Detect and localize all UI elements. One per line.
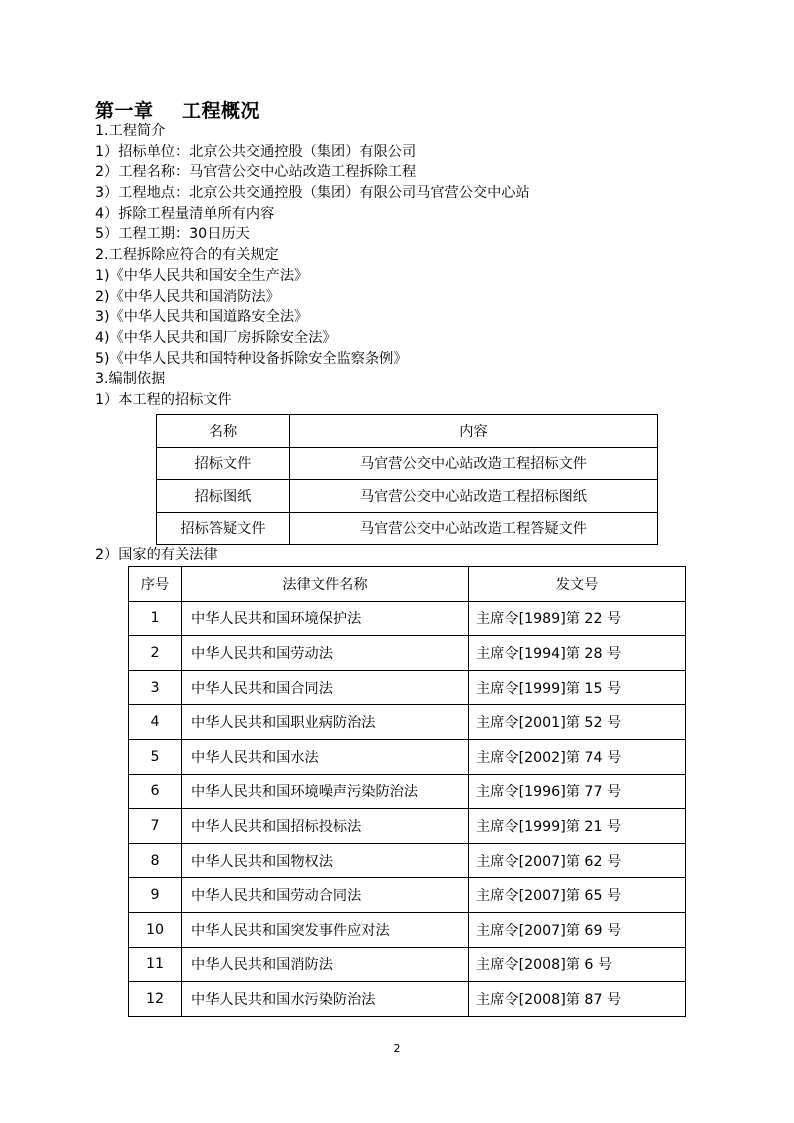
law-name-cell: 中华人民共和国劳动法 [182,636,469,671]
law-name-cell: 中华人民共和国水法 [182,739,469,774]
section-heading-basis: 3.编制依据 [95,371,166,388]
table-cell: 招标图纸 [157,480,290,513]
table-cell: 招标文件 [157,447,290,480]
regulation-item: 2)《中华人民共和国消防法》 [95,288,280,305]
intro-item-bidder: 1）招标单位：北京公共交通控股（集团）有限公司 [95,143,417,160]
column-header-law-name: 法律文件名称 [182,567,469,602]
table-row [129,947,686,982]
law-index-cell: 8 [129,843,182,878]
column-header-content: 内容 [290,415,658,448]
law-name-cell: 中华人民共和国物权法 [182,843,469,878]
table-row [129,843,686,878]
table-row [129,774,686,809]
law-name-cell: 中华人民共和国合同法 [182,670,469,705]
page-number: 2 [393,1042,401,1055]
regulation-item: 4)《中华人民共和国厂房拆除安全法》 [95,329,337,346]
law-doc-number-cell: 主席令[2007]第 69 号 [469,912,686,947]
table-row [129,670,686,705]
law-index-cell: 10 [129,912,182,947]
table-row [157,480,658,513]
table-row [157,512,658,545]
law-index-cell: 9 [129,878,182,913]
law-doc-number-cell: 主席令[2007]第 62 号 [469,843,686,878]
laws-heading: 2）国家的有关法律 [95,547,218,563]
law-name-cell: 中华人民共和国劳动合同法 [182,878,469,913]
law-name-cell: 中华人民共和国环境噪声污染防治法 [182,774,469,809]
law-name-cell: 中华人民共和国水污染防治法 [182,982,469,1017]
column-header-index: 序号 [129,567,182,602]
laws-table [128,566,686,1017]
law-index-cell: 4 [129,705,182,740]
law-index-cell: 3 [129,670,182,705]
law-index-cell: 2 [129,636,182,671]
table-header-row [157,415,658,448]
table-row [157,447,658,480]
table-cell: 马官营公交中心站改造工程招标图纸 [290,480,658,513]
law-doc-number-cell: 主席令[1999]第 21 号 [469,809,686,844]
intro-item-project-name: 2）工程名称：马官营公交中心站改造工程拆除工程 [95,164,417,181]
table-row [129,912,686,947]
regulation-item: 5)《中华人民共和国特种设备拆除安全监察条例》 [95,350,408,367]
law-doc-number-cell: 主席令[1994]第 28 号 [469,636,686,671]
law-doc-number-cell: 主席令[1996]第 77 号 [469,774,686,809]
law-name-cell: 中华人民共和国消防法 [182,947,469,982]
table-row [129,705,686,740]
table-cell: 马官营公交中心站改造工程招标文件 [290,447,658,480]
intro-item-duration: 5）工程工期：30日历天 [95,226,250,243]
table-row [129,636,686,671]
bid-documents-table [156,414,658,545]
section-heading-regulations: 2.工程拆除应符合的有关规定 [95,247,279,264]
laws-table-body [129,601,686,1016]
law-doc-number-cell: 主席令[2001]第 52 号 [469,705,686,740]
table-cell: 马官营公交中心站改造工程答疑文件 [290,512,658,545]
intro-item-location: 3）工程地点：北京公共交通控股（集团）有限公司马官营公交中心站 [95,185,530,202]
body-text [95,121,715,411]
column-header-doc-number: 发文号 [469,567,686,602]
chapter-title: 第一章 工程概况 [95,100,260,122]
law-index-cell: 1 [129,601,182,636]
regulation-item: 3)《中华人民共和国道路安全法》 [95,309,309,326]
table-row [129,739,686,774]
law-name-cell: 中华人民共和国环境保护法 [182,601,469,636]
table-header-row [129,567,686,602]
law-index-cell: 6 [129,774,182,809]
law-doc-number-cell: 主席令[2008]第 87 号 [469,982,686,1017]
table-row [129,878,686,913]
law-doc-number-cell: 主席令[1999]第 15 号 [469,670,686,705]
table-row [129,601,686,636]
law-name-cell: 中华人民共和国突发事件应对法 [182,912,469,947]
law-index-cell: 5 [129,739,182,774]
law-doc-number-cell: 主席令[2007]第 65 号 [469,878,686,913]
regulation-item: 1)《中华人民共和国安全生产法》 [95,267,309,284]
law-doc-number-cell: 主席令[2002]第 74 号 [469,739,686,774]
section-heading-intro: 1.工程简介 [95,123,166,139]
law-index-cell: 11 [129,947,182,982]
table-row [129,982,686,1017]
basis-item-bid-docs: 1）本工程的招标文件 [95,391,232,408]
law-doc-number-cell: 主席令[2008]第 6 号 [469,947,686,982]
column-header-name: 名称 [157,415,290,448]
law-name-cell: 中华人民共和国职业病防治法 [182,705,469,740]
table-cell: 招标答疑文件 [157,512,290,545]
law-index-cell: 12 [129,982,182,1017]
intro-item-scope: 4）拆除工程量清单所有内容 [95,205,275,222]
law-index-cell: 7 [129,809,182,844]
table-row [129,809,686,844]
law-doc-number-cell: 主席令[1989]第 22 号 [469,601,686,636]
law-name-cell: 中华人民共和国招标投标法 [182,809,469,844]
